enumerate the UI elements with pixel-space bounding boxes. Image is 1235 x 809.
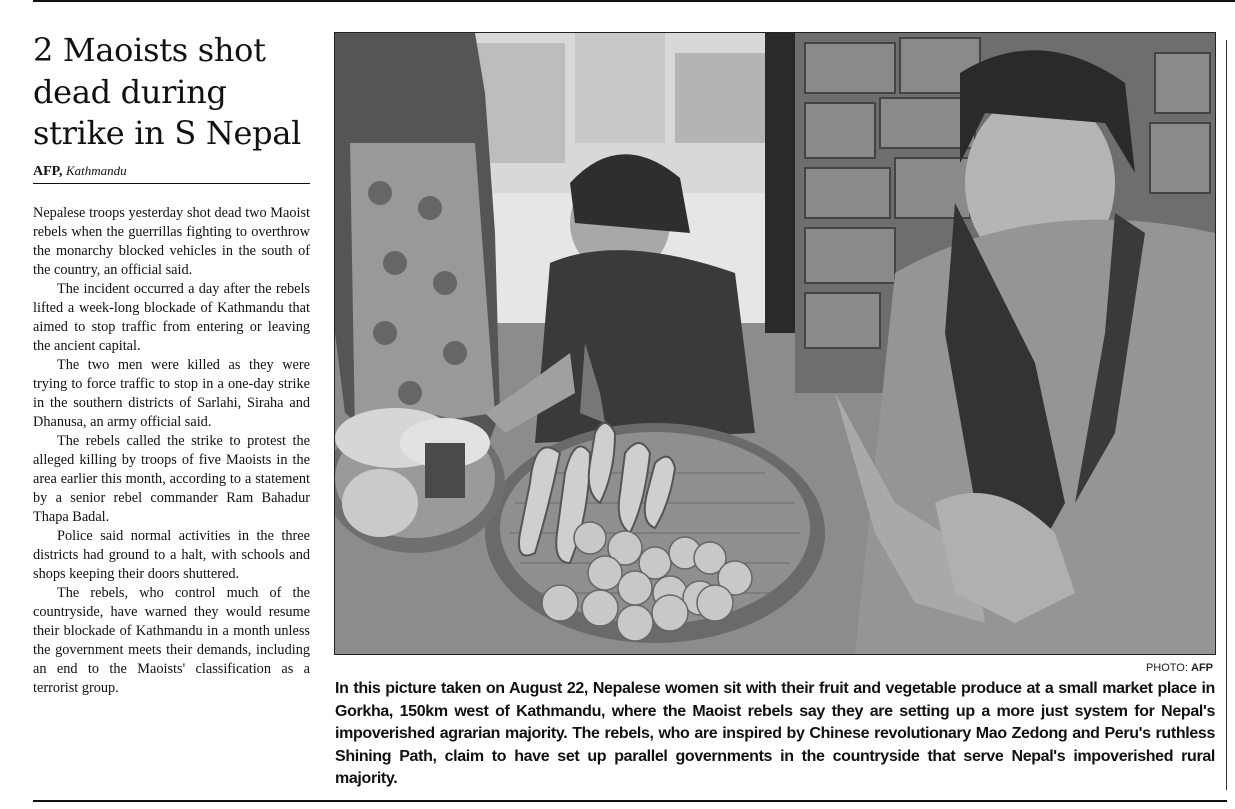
bottom-rule [33,800,1227,802]
photo-caption: In this picture taken on August 22, Nepalese women sit with their fruit and vegetable produce at a small market place in Gorkha, 150km west of Kathmandu, where the Maoist rebels say they are setting up a more just system for Nepal's impoverished agrarian majority. The rebels, who are inspired by Chinese revolutionary Mao Zedong and Peru's ruthless Shining Path, claim to have set up parallel governments in the countryside that serve Nepal's impoverished rural majority. [335,680,1215,787]
market-photo [334,32,1216,655]
paragraph: The rebels called the strike to protest the alleged killing by troops of five Maoists in the area earlier this month, according to a statement by a senior rebel commander Ram Bahadur Thapa Badal. [33,432,310,525]
paragraph: The two men were killed as they were trying to force traffic to stop in a one-day strike in the southern districts of Sarlahi, Siraha and Dhanusa, an army official said. [33,356,310,430]
headline: 2 Maoists shot dead during strike in S Nepal [33,31,302,152]
paragraph: Police said normal activities in the three districts had ground to a halt, with schools and shops keeping their doors shuttered. [33,527,310,582]
paragraph: The rebels, who control much of the countryside, have warned they would resume their blockade of Kathmandu in a month unless the government meets their demands, including an end to the Maoists' classification as a terrorist group. [33,584,310,696]
paragraph: The incident occurred a day after the rebels lifted a week-long blockade of Kathmandu that aimed to stop traffic from entering or leaving the ancient capital. [33,280,310,354]
photo-credit-source: AFP [1191,662,1213,674]
article-column [33,30,310,698]
paragraph: Nepalese troops yesterday shot dead two Maoist rebels when the guerrillas fighting to overthrow the monarchy blocked vehicles in the south of the country, an official said. [33,204,310,278]
photo-credit-label: PHOTO: [1145,662,1188,674]
byline-agency: AFP, [33,163,63,179]
top-rule [33,0,1235,2]
article-body [33,204,310,698]
column-rule [1226,40,1227,790]
byline [33,163,310,184]
photo-credit [1146,662,1213,674]
market-photo-illustration [335,33,1215,654]
byline-place: Kathmandu [65,162,127,178]
